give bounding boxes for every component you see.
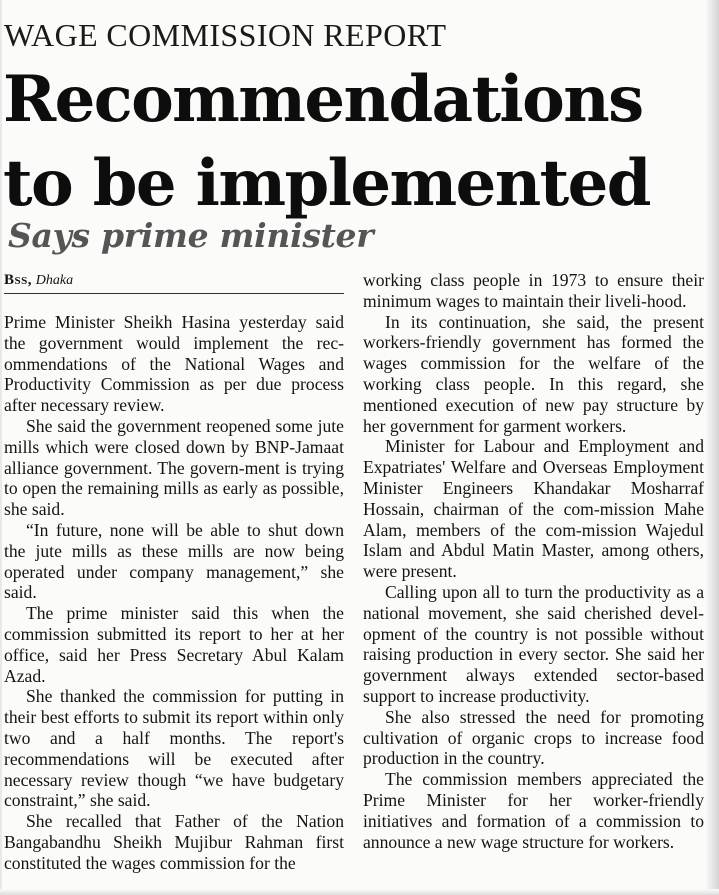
paragraph: She also stressed the need for promoting cultivation of organic crops to increase food production in the country. bbox=[363, 706, 704, 769]
section-kicker: WAGE COMMISSION REPORT bbox=[4, 17, 447, 53]
byline-divider bbox=[4, 293, 344, 294]
paragraph: She recalled that Father of the Nation Bangabandhu Sheikh Mujibur Rahman first constituted the wages commission for the bbox=[4, 811, 344, 873]
paragraph: In its continuation, she said, the present workers-friendly government has formed the wages commission for the welfare of the working class people. In this regard, she mentioned execution of new pay structure by her government for garment workers. bbox=[363, 311, 704, 436]
page-left-edge bbox=[0, 0, 2, 895]
article-headline: Recommendations to be implemented bbox=[3, 62, 650, 221]
paragraph: The commission members appreciated the Prime Minister for her worker-friendly initiatives and formation of a commission to announce a new wage structure for workers. bbox=[363, 769, 704, 852]
paragraph: “In future, none will be able to shut down the jute mills as these mills are now being operated under company management,” she said. bbox=[4, 519, 344, 603]
paragraph: The prime minister said this when the commission submitted its report to her at her office, said her Press Secretary Abul Kalam Azad. bbox=[4, 603, 344, 686]
byline-agency: Bss, bbox=[4, 272, 32, 288]
paragraph: She said the government reopened some jute mills which were closed down by BNP-Jamaat alliance government. The govern-ment is trying to open the remaining mills as early as possible, she said. bbox=[4, 415, 344, 520]
article-column-one bbox=[4, 312, 344, 874]
paragraph: working class people in 1973 to ensure their minimum wages to maintain their liveli-hood. bbox=[363, 270, 704, 311]
page-bottom-edge bbox=[0, 889, 719, 895]
byline-location: Dhaka bbox=[35, 273, 74, 288]
paragraph: She thanked the commission for putting in their best efforts to submit its report within only two and a half months. The report's recommendations will be executed after necessary review though “we have budgetary constraint,” she said. bbox=[4, 686, 344, 811]
article-deck: Says prime minister bbox=[8, 216, 374, 255]
paragraph: Calling upon all to turn the productivity as a national movement, she said cherished devel-opment of the country is not possible without raising production in every sector. She said her government always extended sector-based support to increase productivity. bbox=[363, 581, 704, 706]
paragraph: Minister for Labour and Employment and Expatriates' Welfare and Overseas Employment Minister Engineers Khandakar Mosharraf Hossain, chairman of the com-mission Mahe Alam, members of the com-mission Wajedul Islam and Abdul Matin Master, among others, were present. bbox=[363, 436, 704, 582]
paragraph: Prime Minister Sheikh Hasina yesterday said the government would implement the rec-ommendations of the National Wages and Productivity Commission as per due process after necessary review. bbox=[4, 312, 344, 416]
article-column-two bbox=[363, 270, 704, 852]
byline bbox=[4, 270, 73, 291]
